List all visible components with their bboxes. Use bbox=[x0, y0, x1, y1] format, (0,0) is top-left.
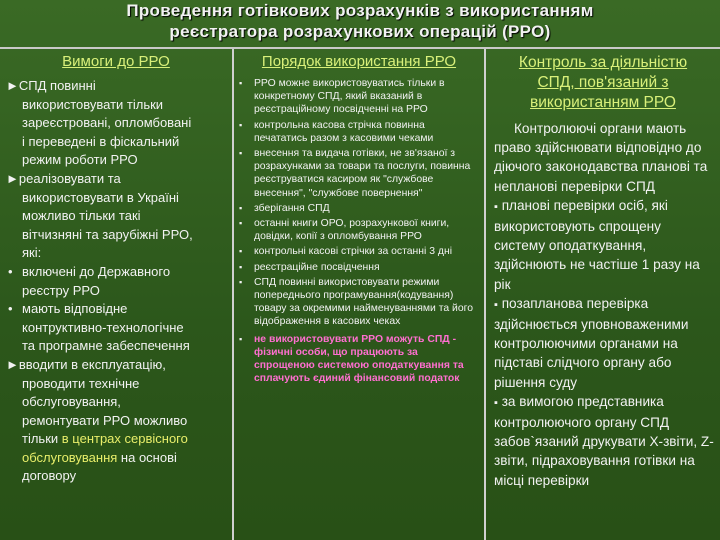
square-bullet-icon: ▪ bbox=[239, 218, 243, 229]
req-line: і переведені в фіскальний bbox=[22, 133, 180, 149]
square-bullet-icon: ▪ bbox=[239, 148, 243, 159]
req-line: можливо тільки такі bbox=[22, 208, 141, 224]
req-line: режим роботи РРО bbox=[22, 152, 138, 168]
service-center-highlight: в центрах сервісного bbox=[61, 431, 188, 447]
square-bullet-icon: ▪ bbox=[494, 200, 498, 213]
list-item: ▪ планові перевірки осіб, які використовують спрощену систему оподаткування, здійснюють не частіше 1 разу на рік bbox=[494, 197, 700, 292]
list-item: ▪ РРО можне використовуватись тільки в конкретному СПД, який вказаний в реєстраційному посвідченні на РРО bbox=[239, 78, 445, 116]
list-item: ▪ останні книги ОРО, розрахункової книги, довідки, копії з опломбування РРО bbox=[239, 218, 450, 243]
req-line: зареєстровані, опломбовані bbox=[22, 115, 192, 131]
usage-order-header: Порядок використання РРО bbox=[261, 53, 457, 70]
control-body bbox=[486, 119, 720, 490]
square-bullet-icon: ▪ bbox=[239, 202, 243, 213]
square-bullet-icon: ▪ bbox=[239, 246, 243, 257]
page-title bbox=[0, 0, 720, 48]
requirements-header: Вимоги до РРО bbox=[62, 53, 170, 70]
req-line: які: bbox=[22, 245, 42, 261]
arrow-icon: ► bbox=[6, 356, 19, 372]
control-column bbox=[486, 49, 720, 540]
square-bullet-icon: ▪ bbox=[239, 276, 243, 287]
bullet-icon: • bbox=[8, 263, 13, 279]
req-line: використовувати тільки bbox=[22, 96, 164, 112]
list-item: ▪ СПД повинні використовувати режими попереднього програмування(кодування) товару за окремими найменуваннями та його відображення в касових чеках bbox=[239, 276, 473, 328]
list-item: ▪ зберігання СПД bbox=[239, 202, 330, 214]
list-item: ▪ контрольна касова стрічка повинна печататись разом з касовими чеками bbox=[239, 119, 434, 144]
list-item: ▪ за вимогою представника контролюючого органу СПД забов`язаний друкувати Х-звіти, Z-звіти, підраховування готівки на місці перевірки bbox=[494, 393, 714, 488]
arrow-icon: ► bbox=[6, 170, 19, 186]
title-line-2: реєстратора розрахункових операцій (РРО) bbox=[169, 22, 551, 41]
req-line: ►СПД повинні bbox=[6, 78, 96, 93]
req-bullet: • мають відповідне контруктивно-технологічне та програмне забеспечення bbox=[8, 301, 190, 354]
list-item: ▪ внесення та видача готівки, не зв'язаної з розрахунками за товари та послуги, повинна реєструватися касиром як "службове внесення", "службове повернення" bbox=[239, 148, 471, 199]
usage-order-column bbox=[234, 49, 484, 540]
list-item: ▪ контрольні касові стрічки за останні 3 дні bbox=[239, 246, 453, 258]
square-bullet-icon: ▪ bbox=[494, 298, 498, 311]
square-bullet-icon: ▪ bbox=[494, 396, 498, 409]
list-item: ▪ реєстраційне посвідчення bbox=[239, 261, 380, 273]
highlighted-list-item: ▪ не використовувати РРО можуть СПД - фізичні особи, що працюють за спрощеною системою оподаткування та сплачують єдиний фінансовий податок bbox=[239, 333, 464, 385]
square-bullet-icon: ▪ bbox=[239, 333, 243, 344]
bullet-icon: • bbox=[8, 301, 13, 317]
req-line: вітчизняні та зарубіжні РРО, bbox=[22, 226, 193, 242]
control-intro: Контролюючі органи мають право здійснювати відповідно до діючого законодавства планові та непланові перевірки СПД bbox=[494, 121, 708, 194]
req-line: ►вводити в експлуатацію, bbox=[6, 356, 166, 372]
list-item: ▪ позапланова перевірка здійснюється уповноваженими контролюючими органами на підставі слідчого органу або рішення суду bbox=[494, 295, 689, 390]
title-line-1: Проведення готівкових розрахунків з використанням bbox=[126, 1, 594, 20]
requirements-body: ►СПД повинні використовувати тільки зареєстровані, опломбовані і переведені в фіскальний режим роботи РРО ►реалізовувати та використовувати в Україні можливо тільки такі вітчизняні та зарубіжні РРО, які: • включені до Державного реєстру РРО • мають відповідне контруктивно-технологічне та програмне забеспечення ►вводити в експлуатацію, проводити технічне обслуговування, ремонтувати РРО можливо тільки в центрах сервісного обслуговування на основі договору bbox=[0, 77, 232, 486]
control-header: Контроль за діяльністю СПД, пов'язаний з використанням РРО bbox=[518, 54, 688, 111]
square-bullet-icon: ▪ bbox=[239, 78, 243, 88]
req-line: використовувати в Україні bbox=[22, 189, 179, 205]
usage-order-list bbox=[234, 77, 484, 385]
req-bullet: • включені до Державного реєстру РРО bbox=[8, 263, 171, 298]
req-line: ►реалізовувати та bbox=[6, 170, 121, 186]
arrow-icon: ► bbox=[6, 78, 19, 93]
square-bullet-icon: ▪ bbox=[239, 119, 243, 130]
square-bullet-icon: ▪ bbox=[239, 261, 243, 272]
requirements-column bbox=[0, 49, 232, 540]
